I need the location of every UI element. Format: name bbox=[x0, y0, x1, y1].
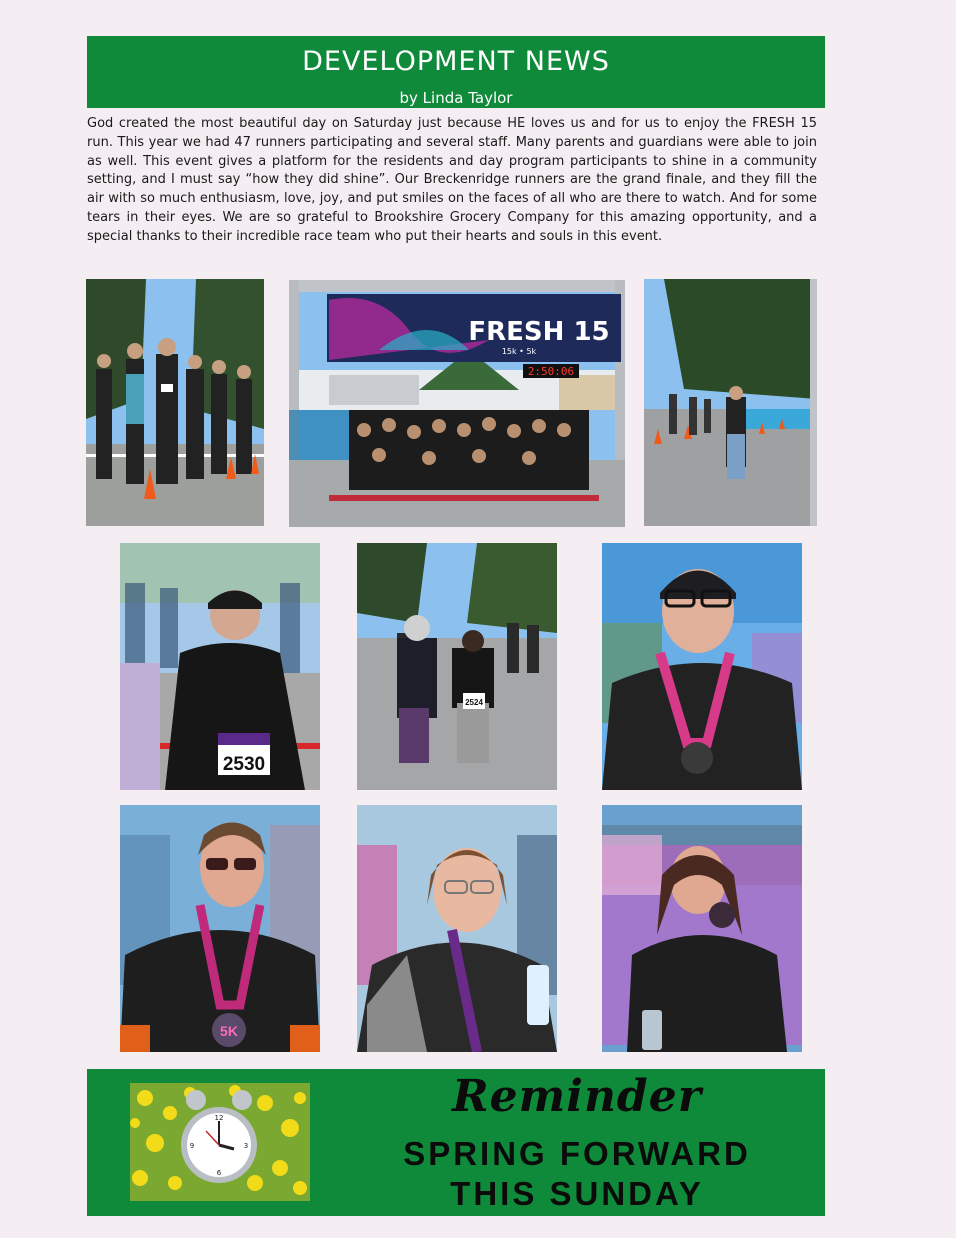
reminder-line-this-sunday: THIS SUNDAY bbox=[450, 1175, 704, 1212]
svg-text:9: 9 bbox=[189, 1142, 195, 1150]
article-body: God created the most beautiful day on Saturday just because HE loves us and for us to enjoy the FRESH 15 run. This year we had 47 runners participating and several staff. Many parents and guardians were able to join as well. This event gives a platform for the residents and day program participants to shine in a community setting, and I must say “how they did shine”. Our Breckenridge runners are the grand finale, and they fill the air with so much enthusiasm, love, joy, and put smiles on the faces of all who are there to watch. And for some tears in their eyes. We are so grateful to Brookshire Grocery Company for this amazing opportunity, and a special thanks to their incredible race team who put their hearts and souls in this event. bbox=[87, 116, 817, 244]
photo-runner-with-medal bbox=[602, 543, 802, 790]
banner-fresh15-text: FRESH 15 bbox=[468, 317, 610, 347]
photo-runner-holding-lanyard bbox=[357, 805, 557, 1052]
alarm-clock-flowers-image bbox=[130, 1083, 310, 1201]
photo-start-line-group bbox=[289, 280, 625, 527]
svg-text:6: 6 bbox=[216, 1169, 222, 1177]
medal-5k-text: 5K bbox=[220, 1023, 238, 1039]
author-byline: by Linda Taylor bbox=[399, 89, 513, 107]
photo-runner-approaching bbox=[644, 279, 817, 526]
reminder-script-heading: Reminder bbox=[452, 1071, 702, 1122]
bib-number: 2524 bbox=[465, 698, 483, 707]
header-banner bbox=[87, 36, 825, 108]
photo-runner-with-helper bbox=[357, 543, 557, 790]
banner-sub-text: 15k • 5k bbox=[501, 347, 537, 356]
photo-runner-bib-2530 bbox=[120, 543, 320, 790]
svg-text:12: 12 bbox=[214, 1114, 224, 1122]
bib-number: 2530 bbox=[222, 754, 266, 775]
photo-smiling-runner-medal bbox=[120, 805, 320, 1052]
page-title: DEVELOPMENT NEWS bbox=[302, 46, 610, 77]
photo-runners-lineup bbox=[86, 279, 264, 526]
svg-text:3: 3 bbox=[243, 1142, 249, 1150]
photo-runner-with-medal-closeup bbox=[602, 805, 802, 1052]
reminder-line-spring-forward: SPRING FORWARD bbox=[403, 1135, 751, 1172]
race-clock: 2:50:06 bbox=[527, 365, 575, 378]
reminder-banner bbox=[87, 1069, 825, 1216]
